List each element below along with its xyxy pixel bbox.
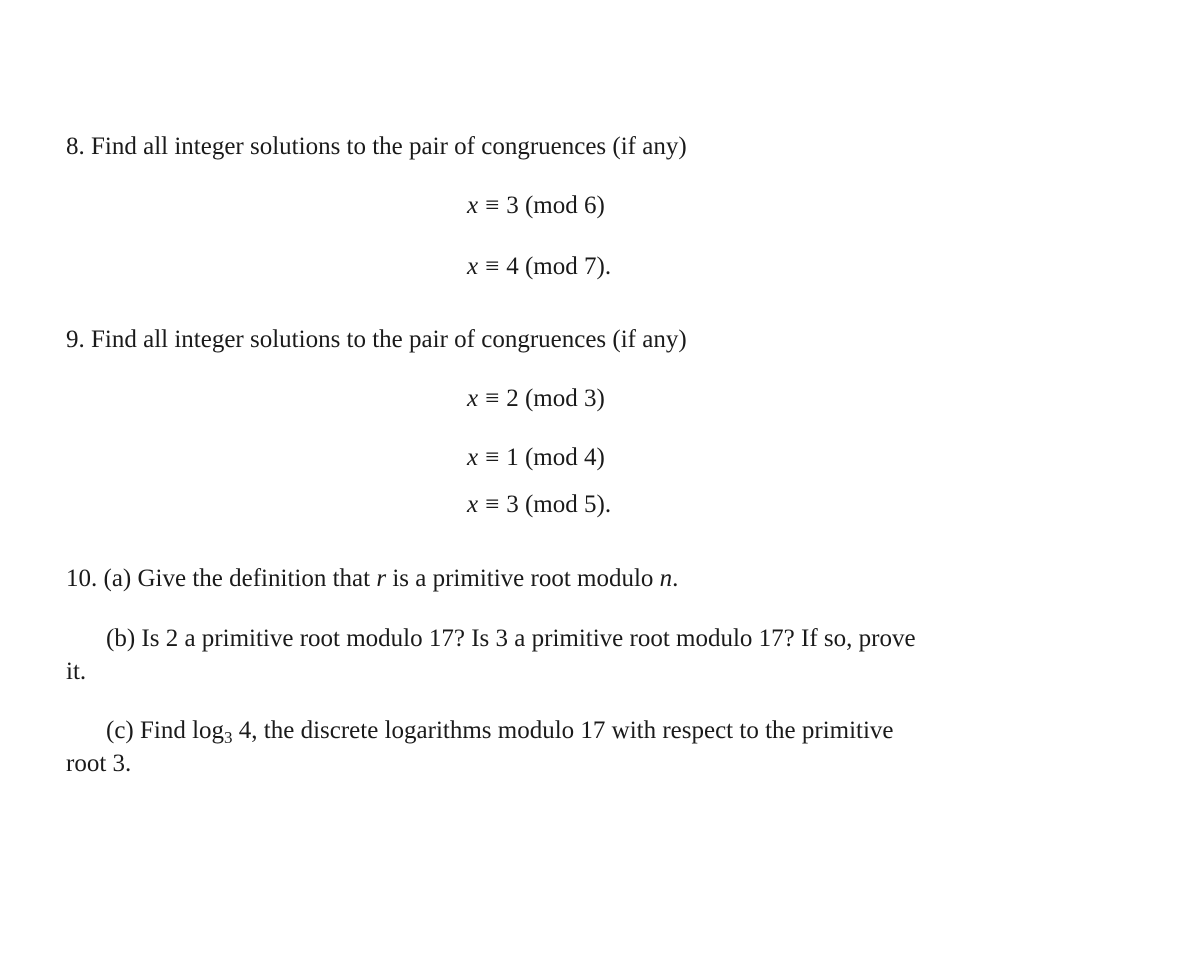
problem-9-heading [66, 327, 687, 352]
problem-10c-line-1: (c) Find $\log_3 4$, the discrete logarithms modulo 17 with respect to the primitive [106, 717, 894, 747]
problem-10a: 10. (a) Give the definition that r is a primitive root modulo n. [66, 565, 679, 592]
problem-10b-line-1: (b) Is 2 a primitive root modulo 17? Is 3 a primitive root modulo 17? If so, prove [106, 625, 916, 652]
problem-10b-line-2: it. [66, 658, 87, 685]
problem-8-prompt: Find all integer solutions to the pair of congruences (if any) [91, 133, 687, 160]
problem-8-heading [66, 134, 687, 159]
part-a-label: (a) [103, 565, 132, 592]
log-base: 3 [224, 728, 233, 747]
problem-9-congruence-1: x ≡ 2 (mod 3) [467, 385, 605, 412]
problem-8-number: 8. [66, 133, 85, 160]
part-c-label: (c) [106, 717, 134, 744]
problem-9-number: 9. [66, 326, 85, 353]
problem-10-number: 10. [66, 565, 98, 592]
problem-8-congruence-2: x ≡ 4 (mod 7). [467, 253, 612, 280]
problem-9-prompt: Find all integer solutions to the pair of congruences (if any) [91, 326, 687, 353]
problem-9-congruence-3: x ≡ 3 (mod 5). [467, 491, 612, 518]
problem-9-congruence-2: x ≡ 1 (mod 4) [467, 444, 605, 471]
problem-10c-line-2: root 3. [66, 750, 132, 777]
problem-8-congruence-1: x ≡ 3 (mod 6) [467, 192, 605, 219]
part-b-label: (b) [106, 625, 136, 652]
